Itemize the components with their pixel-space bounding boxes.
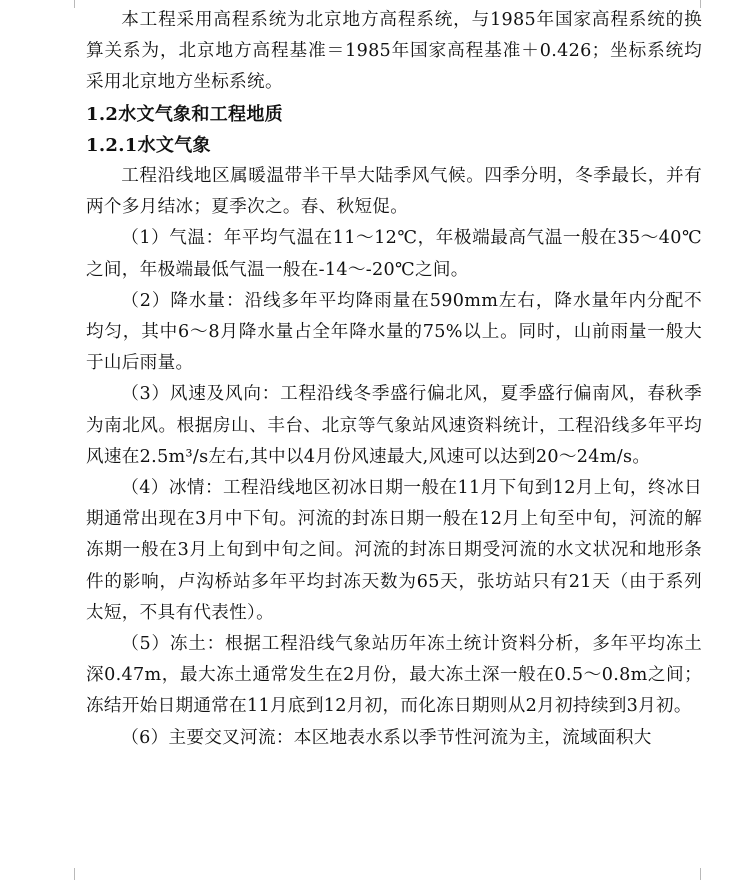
precipitation-paragraph: （2）降水量：沿线多年平均降雨量在590mm左右，降水量年内分配不均匀，其中6～8月降水量占全年降水量的75%以上。同时，山前雨量一般大于山后雨量。 — [86, 290, 702, 374]
subsection-heading-1-2-1: 1.2.1水文气象 — [86, 134, 211, 156]
top-left-margin-mark — [62, 0, 75, 8]
climate-overview-paragraph: 工程沿线地区属暖温带半干旱大陆季风气候。四季分明，冬季最长，并有两个多月结冰；夏季次之。春、秋短促。 — [86, 166, 702, 218]
ice-conditions-paragraph: （4）冰情：工程沿线地区初冰日期一般在11月下旬到12月上旬，终冰日期通常出现在3月中下旬。河流的封冻日期一般在12月上旬至中旬，河流的解冻期一般在3月上旬到中旬之间。河流的封冻日期受河流的水文状况和地形条件的影响，卢沟桥站多年平均封冻天数为65天，张坊站只有21天（由于系列太短，不具有代表性）。 — [86, 478, 702, 623]
crossing-rivers-paragraph: （6）主要交叉河流：本区地表水系以季节性河流为主，流域面积大 — [121, 727, 652, 748]
frozen-soil-paragraph: （5）冻土：根据工程沿线气象站历年冻土统计资料分析，多年平均冻土深0.47m，最大冻土通常发生在2月份，最大冻土深一般在0.5～0.8m之间；冻结开始日期通常在11月底到12月初，而化冻日期则从2月初持续到3月初。 — [86, 634, 702, 717]
document-content — [86, 5, 702, 754]
wind-paragraph: （3）风速及风向：工程沿线冬季盛行偏北风，夏季盛行偏南风，春秋季为南北风。根据房山、丰台、北京等气象站风速资料统计，工程沿线多年平均风速在2.5m³/s左右,其中以4月份风速最大,风速可以达到20～24m/s。 — [86, 384, 702, 467]
bottom-left-margin-mark — [62, 868, 75, 880]
temperature-paragraph: （1）气温：年平均气温在11～12℃，年极端最高气温一般在35～40℃之间，年极端最低气温一般在-14～-20℃之间。 — [86, 228, 702, 280]
section-heading-1-2: 1.2水文气象和工程地质 — [86, 103, 283, 125]
elevation-system-paragraph: 本工程采用高程系统为北京地方高程系统，与1985年国家高程系统的换算关系为，北京地方高程基准＝1985年国家高程基准＋0.426；坐标系统均采用北京地方坐标系统。 — [86, 10, 702, 93]
bottom-right-margin-mark — [700, 868, 713, 880]
